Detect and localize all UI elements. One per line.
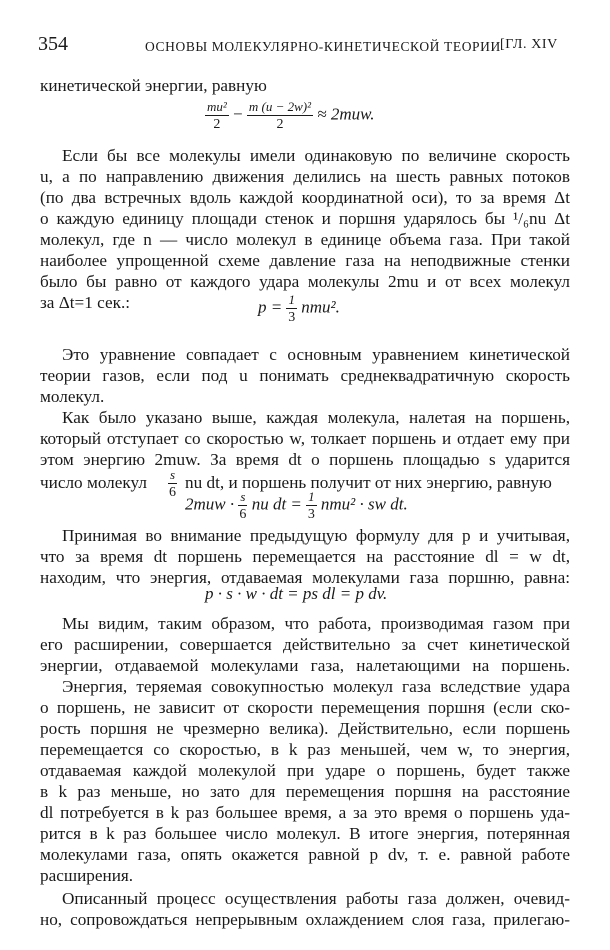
eq1-minus: − (233, 104, 243, 124)
text-line: кинетической энергии, равную (40, 76, 267, 95)
text-line: молекул. (40, 387, 105, 406)
page-number: 354 (38, 33, 68, 55)
eq3-frac2-num: 1 (308, 489, 315, 504)
eq2-frac-num: 1 (288, 292, 295, 307)
eq4-text: p · s · w · dt = ps dl = p dv. (205, 584, 388, 603)
chapter-label: [ГЛ. XIV (500, 37, 558, 52)
text-line: рится в k раз большее число молекул. В итоге энергия, потерянная (40, 824, 570, 843)
eq1-frac2-den: 2 (276, 117, 284, 132)
text-line: отдаваемая каждой молекулой при ударе о поршень, будет также (40, 761, 570, 780)
eq2-rhs: nmu². (301, 297, 340, 317)
text-line: за Δt=1 сек.: (40, 293, 131, 312)
eq1-frac1-den: 2 (213, 117, 221, 132)
text-line: энергии, отдаваемой молекулами газа, налетающими на поршень. (40, 656, 570, 675)
text-line: (по два встречных вдоль каждой координатной оси), то за время Δt (40, 188, 570, 207)
eq3-frac1-den: 6 (239, 507, 247, 522)
inline-frac-den: 6 (169, 485, 177, 500)
text-line: Мы видим, таким образом, что работа, производимая газом при (62, 614, 570, 633)
text-line: что за время dt поршень перемещается на расстояние dl = w dt, (40, 547, 570, 566)
equation-energy (205, 98, 374, 133)
eq1-frac1-num: mu² (207, 99, 227, 114)
text-line: Как было указано выше, каждая молекула, налетая на поршень, (62, 408, 570, 427)
text-line: о каждую единицу площади стенок и поршня ударялось бы ¹/₆nu Δt (40, 209, 570, 228)
text-line: Описанный процесс осуществления работы газа должен, очевид- (62, 889, 570, 908)
eq3-lhs: 2muw · (185, 494, 235, 514)
text-line: который отступает со скоростью w, толкает поршень и отдает ему при (40, 429, 570, 448)
text-line: молекул, где n — число молекул в единице объема газа. При такой (40, 230, 570, 249)
text-line: его расширении, совершается действительно за счет кинетической (40, 635, 570, 654)
text-line: наиболее упрощенной схеме давление газа на неподвижные стенки (40, 251, 570, 270)
eq2-lhs: p = (258, 297, 283, 317)
equation-pressure (258, 291, 340, 326)
text-line: u, а по направлению движения делились на шесть равных потоков (40, 167, 570, 186)
equation-energy-rate (185, 488, 408, 523)
text-line: но, сопровождаться непрерывным охлаждением слоя газа, прилегаю- (40, 910, 570, 929)
text-line: nu dt, и поршень получит от них энергию, равную (185, 473, 552, 492)
text-line: Если бы все молекулы имели одинаковую по величине скорость (62, 146, 570, 165)
equation-work (205, 584, 387, 604)
text-line: dl потребуется в k раз большее время, а за это время о поршень уда- (40, 803, 570, 822)
text-line: теории газов, если под u понимать среднеквадратичную скорость (40, 366, 570, 385)
text-line: о поршень, не зависит от скорости перемещения поршня (если ско- (40, 698, 570, 717)
text-line: число молекул (40, 473, 147, 492)
text-line: перемещается со скоростью, в k раз меньшей, чем w, то энергия, (40, 740, 570, 759)
text-line: этом энергию 2muw. За время dt о поршень площадью s ударится (40, 450, 570, 469)
running-title: ОСНОВЫ МОЛЕКУЛЯРНО-КИНЕТИЧЕСКОЙ ТЕОРИИ (145, 39, 501, 54)
eq2-frac-den: 3 (288, 310, 296, 325)
eq1-rhs: ≈ 2muw. (317, 104, 375, 124)
eq3-rhs: nmu² · sw dt. (320, 494, 408, 514)
equation-inline-fraction (168, 466, 177, 501)
eq3-mid: nu dt = (251, 494, 302, 514)
text-line: расширения. (40, 866, 134, 885)
text-line: молекулами газа, опять окажется равной p dv, т. е. равной работе (40, 845, 570, 864)
text-line: Энергия, теряемая совокупностью молекул газа вследствие удара (62, 677, 570, 696)
text-line: Это уравнение совпадает с основным уравнением кинетической (62, 345, 570, 364)
eq1-frac2-num: m (u − 2w)² (248, 99, 312, 114)
eq3-frac1-num: s (240, 489, 246, 504)
text-line: было бы равно от каждого удара молекулы 2mu и от всех молекул (40, 272, 570, 291)
text-line: находим, что энергия, отдаваемая молекулами газа поршню, равна: (40, 568, 570, 587)
text-line: в k раз меньше, но зато для перемещения поршня на расстояние (40, 782, 570, 801)
eq3-frac2-den: 3 (307, 507, 315, 522)
inline-frac-num: s (170, 467, 176, 482)
text-line: Принимая во внимание предыдущую формулу для p и учитывая, (62, 526, 570, 545)
text-line: рость поршня не чрезмерно велика). Действительно, если поршень (40, 719, 570, 738)
